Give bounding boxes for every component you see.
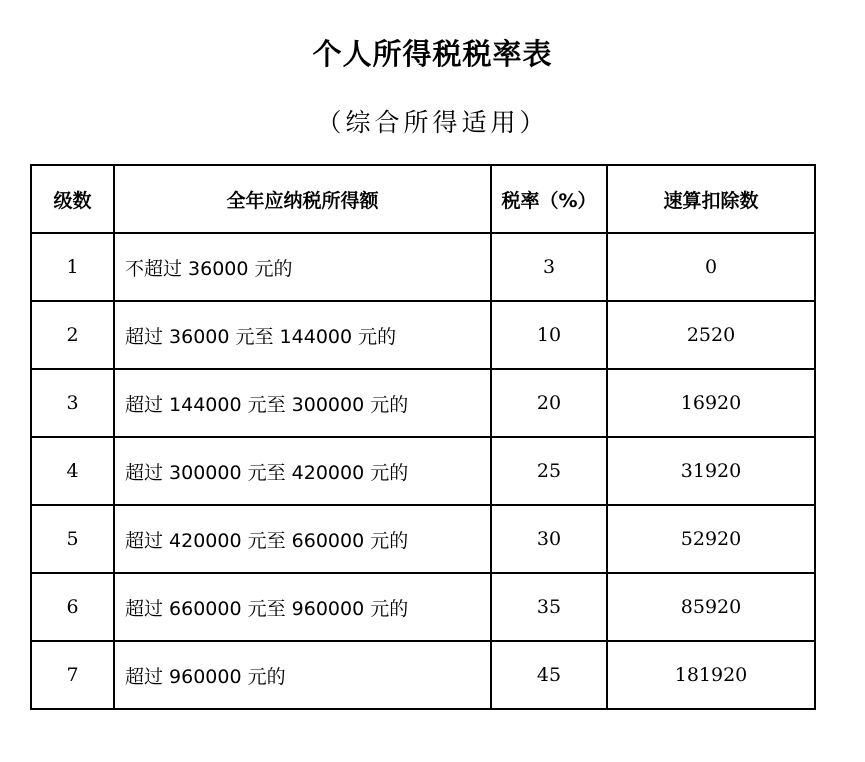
- page-subtitle: （综合所得适用）: [316, 108, 549, 137]
- header-level: 级数: [31, 165, 114, 233]
- table-row: [31, 369, 815, 437]
- cell-level: 1: [31, 233, 114, 301]
- table-row: [31, 437, 815, 505]
- table-row: [31, 301, 815, 369]
- cell-level: 4: [31, 437, 114, 505]
- tax-rate-table: [30, 164, 816, 710]
- table-header-row: [31, 165, 815, 233]
- cell-level: 2: [31, 301, 114, 369]
- table-body: [31, 233, 815, 709]
- cell-rate: 25: [491, 437, 607, 505]
- cell-deduction: 52920: [607, 505, 815, 573]
- cell-deduction: 16920: [607, 369, 815, 437]
- cell-rate: 20: [491, 369, 607, 437]
- header-income: 全年应纳税所得额: [114, 165, 491, 233]
- table-row: [31, 641, 815, 709]
- page-title: 个人所得税税率表: [312, 37, 553, 71]
- cell-income: 超过 660000 元至 960000 元的: [114, 573, 491, 641]
- table-row: [31, 233, 815, 301]
- cell-income: 超过 420000 元至 660000 元的: [114, 505, 491, 573]
- cell-level: 7: [31, 641, 114, 709]
- cell-rate: 30: [491, 505, 607, 573]
- cell-income: 超过 300000 元至 420000 元的: [114, 437, 491, 505]
- cell-deduction: 31920: [607, 437, 815, 505]
- cell-deduction: 2520: [607, 301, 815, 369]
- cell-rate: 3: [491, 233, 607, 301]
- cell-income: 超过 144000 元至 300000 元的: [114, 369, 491, 437]
- cell-deduction: 181920: [607, 641, 815, 709]
- header-rate: 税率（%）: [491, 165, 607, 233]
- table-row: [31, 573, 815, 641]
- cell-level: 5: [31, 505, 114, 573]
- cell-level: 6: [31, 573, 114, 641]
- cell-rate: 10: [491, 301, 607, 369]
- cell-income: 不超过 36000 元的: [114, 233, 491, 301]
- cell-rate: 45: [491, 641, 607, 709]
- cell-income: 超过 960000 元的: [114, 641, 491, 709]
- cell-deduction: 85920: [607, 573, 815, 641]
- cell-income: 超过 36000 元至 144000 元的: [114, 301, 491, 369]
- cell-level: 3: [31, 369, 114, 437]
- table-row: [31, 505, 815, 573]
- cell-deduction: 0: [607, 233, 815, 301]
- cell-rate: 35: [491, 573, 607, 641]
- header-deduction: 速算扣除数: [607, 165, 815, 233]
